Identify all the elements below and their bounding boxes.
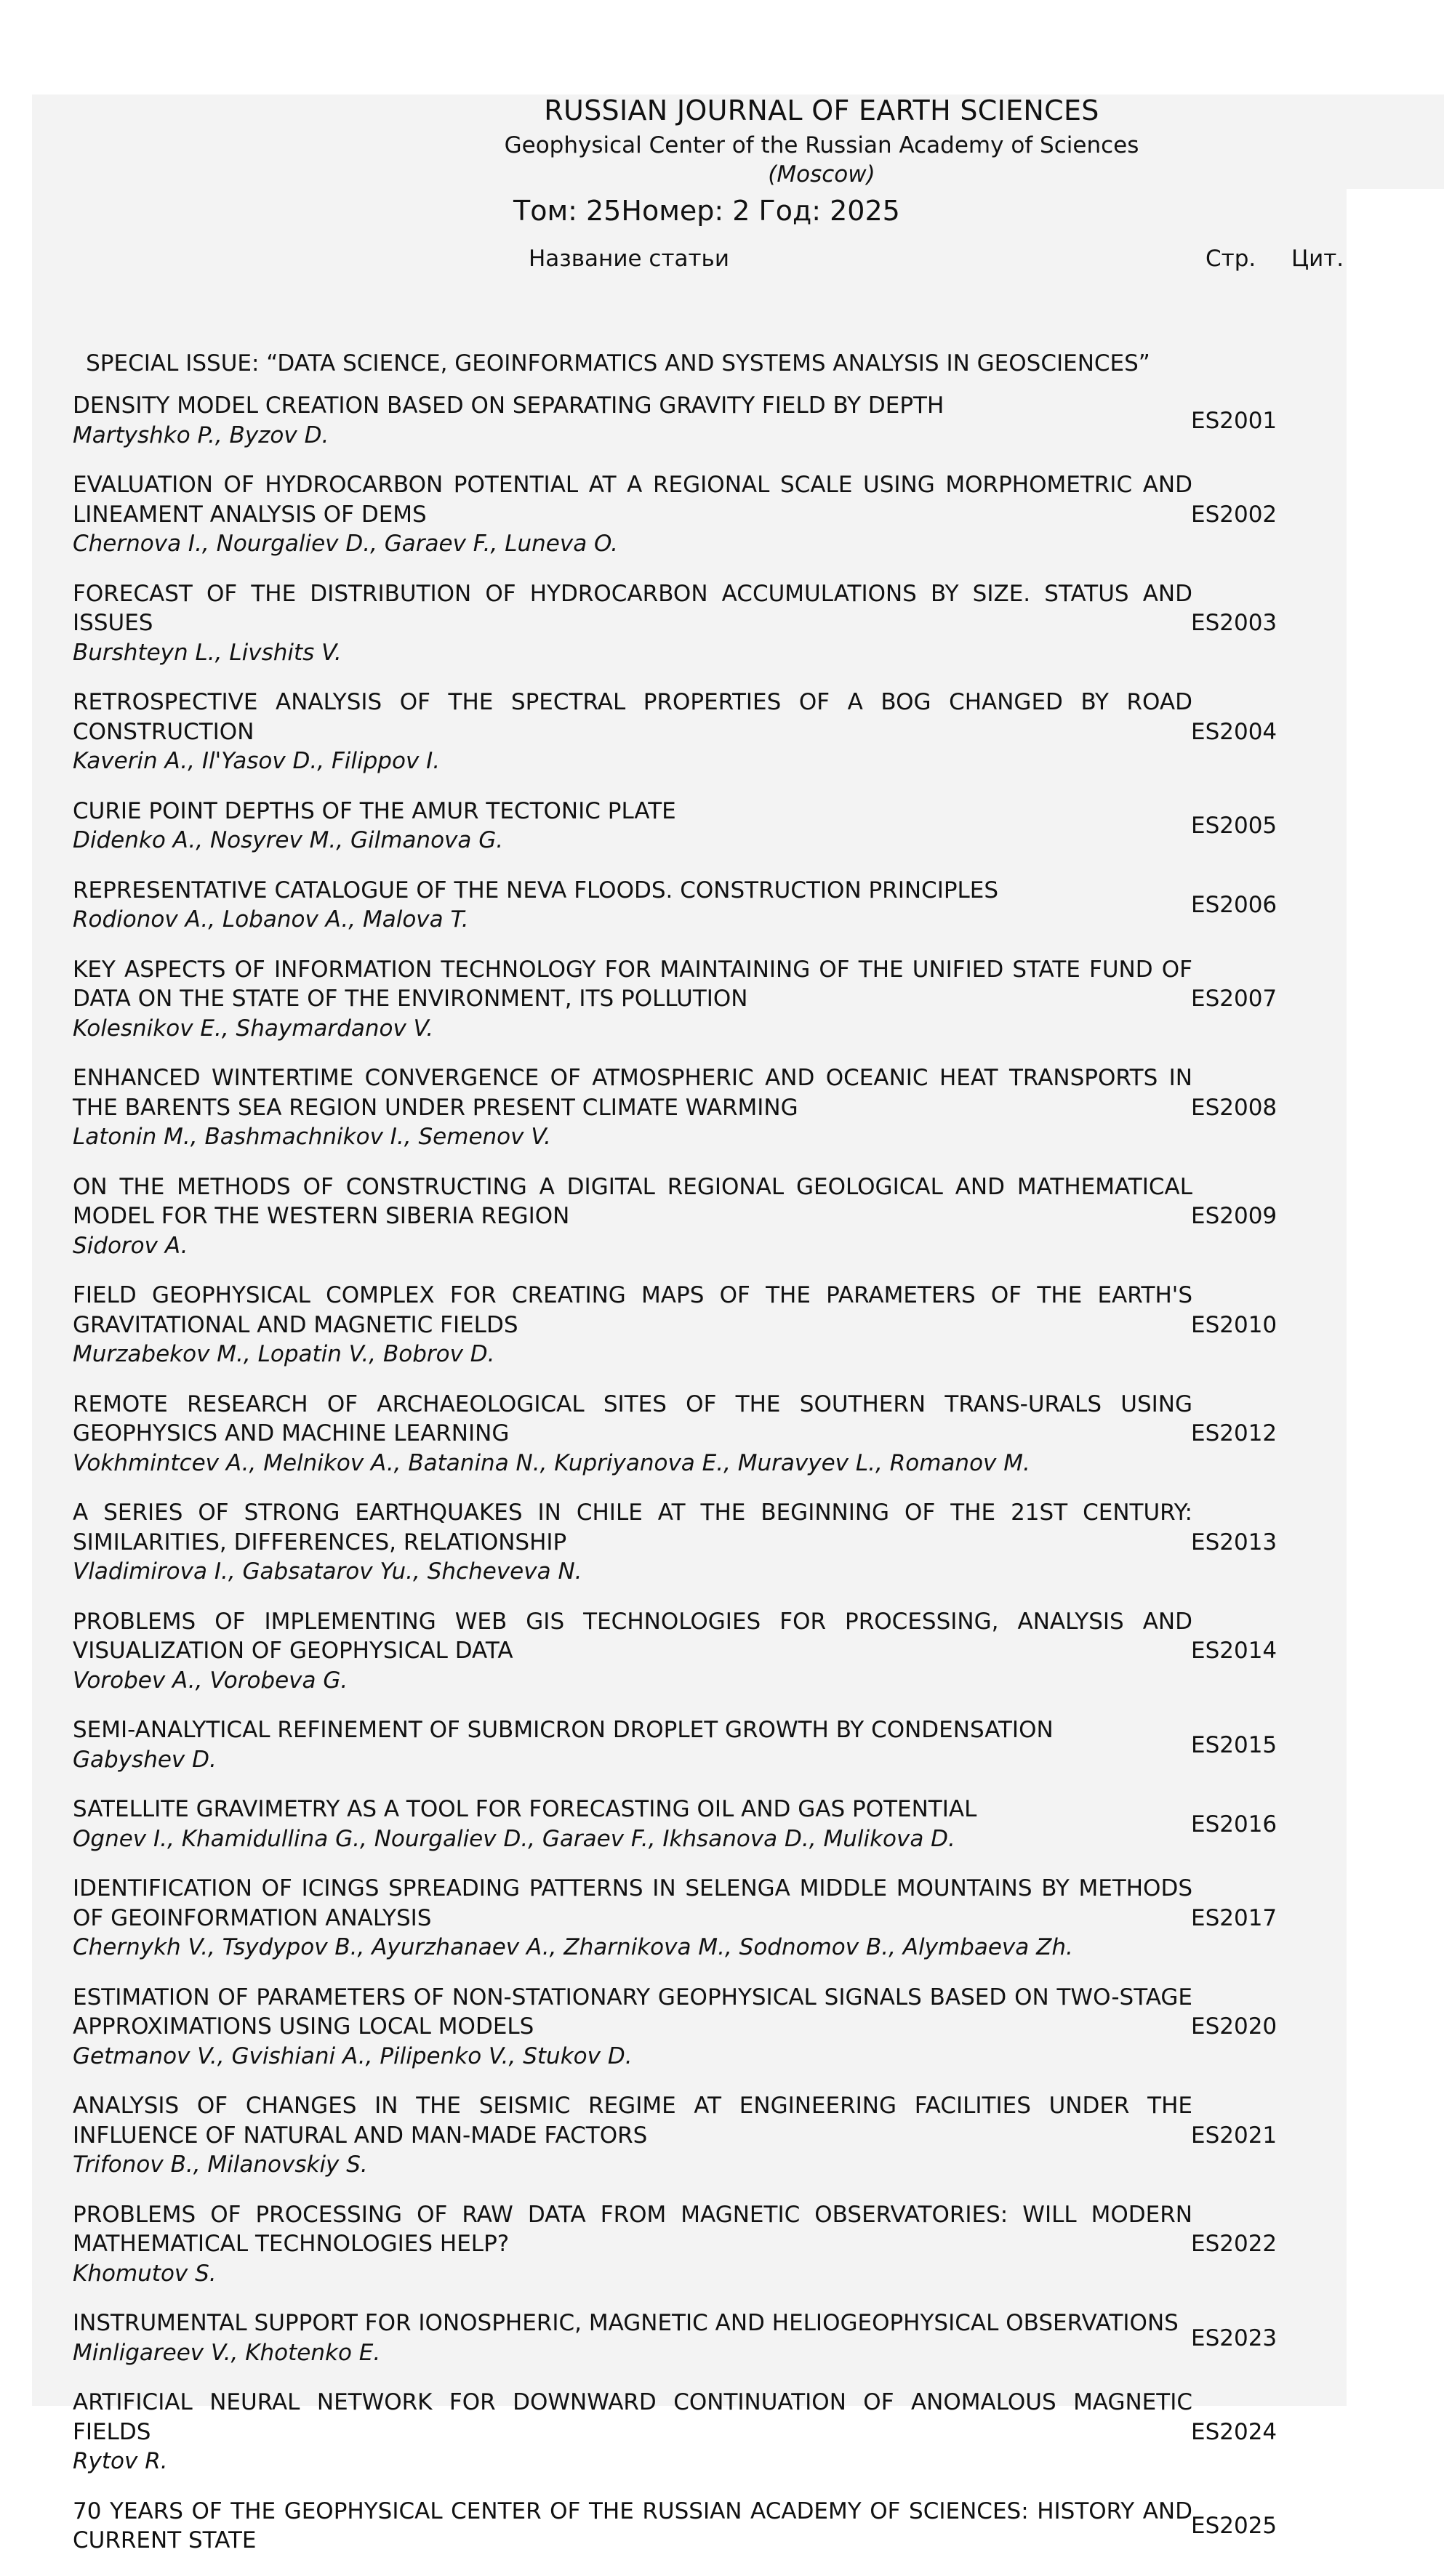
article-text — [73, 2200, 1192, 2289]
article-text — [73, 2497, 1192, 2556]
article-row — [73, 1795, 1396, 1853]
journal-title: RUSSIAN JOURNAL OF EARTH SCIENCES — [544, 94, 1099, 126]
article-authors: Latonin M., Bashmachnikov I., Semenov V. — [73, 1124, 551, 1150]
article-text — [73, 955, 1192, 1044]
article-text — [73, 1498, 1192, 1587]
article-text — [73, 688, 1192, 776]
article-text — [73, 470, 1192, 559]
article-title-link[interactable]: ESTIMATION OF PARAMETERS OF NON-STATIONARY GEOPHYSICAL SIGNALS BASED ON TWO-STAGE APPROXIMATIONS USING LOCAL MODELS — [73, 1984, 1192, 2040]
article-title-link[interactable]: FORECAST OF THE DISTRIBUTION OF HYDROCARBON ACCUMULATIONS BY SIZE. STATUS AND ISSUES — [73, 580, 1192, 636]
article-page: ES2003 — [1191, 610, 1277, 637]
article-text — [73, 1715, 1192, 1774]
article-page: ES2005 — [1191, 813, 1277, 839]
article-page: ES2023 — [1191, 2325, 1277, 2351]
article-authors: Ognev I., Khamidullina G., Nourgaliev D., Garaev F., Ikhsanova D., Mulikova D. — [73, 1825, 955, 1852]
article-text — [73, 1172, 1192, 1261]
article-page: ES2022 — [1191, 2231, 1277, 2258]
article-row — [73, 1172, 1396, 1261]
article-text — [73, 876, 1192, 935]
article-row — [73, 1063, 1396, 1152]
article-text — [73, 1281, 1192, 1369]
article-row — [73, 876, 1396, 935]
column-header-title: Название статьи — [529, 246, 729, 272]
article-text — [73, 2091, 1192, 2180]
article-row — [73, 1607, 1396, 1696]
article-row — [73, 391, 1396, 450]
article-list — [73, 391, 1396, 2576]
article-page: ES2008 — [1191, 1094, 1277, 1121]
article-page: ES2025 — [1191, 2513, 1277, 2539]
article-authors: Vorobev A., Vorobeva G. — [73, 1667, 348, 1694]
article-text — [73, 1063, 1192, 1152]
journal-publisher: Geophysical Center of the Russian Academy of Sciences — [504, 132, 1139, 158]
article-title-link[interactable]: INSTRUMENTAL SUPPORT FOR IONOSPHERIC, MAGNETIC AND HELIOGEOPHYSICAL OBSERVATIONS — [73, 2310, 1179, 2336]
article-row — [73, 470, 1396, 559]
article-row — [73, 1281, 1396, 1369]
article-row — [73, 688, 1396, 776]
article-page: ES2002 — [1191, 501, 1277, 528]
article-row — [73, 579, 1396, 668]
article-title-link[interactable]: REPRESENTATIVE CATALOGUE OF THE NEVA FLOODS. CONSTRUCTION PRINCIPLES — [73, 877, 999, 903]
article-text — [73, 2388, 1192, 2476]
article-text — [73, 1607, 1192, 1696]
article-authors: Vladimirova I., Gabsatarov Yu., Shcheveva N. — [73, 1558, 582, 1585]
article-title-link[interactable]: ON THE METHODS OF CONSTRUCTING A DIGITAL REGIONAL GEOLOGICAL AND MATHEMATICAL MODEL FOR THE WESTERN SIBERIA REGION — [73, 1173, 1192, 1229]
article-authors: Chernova I., Nourgaliev D., Garaev F., Luneva O. — [73, 531, 619, 557]
article-authors: Kaverin A., Il'Yasov D., Filippov I. — [73, 748, 441, 774]
volume-label: Том: 25 — [513, 195, 622, 227]
article-authors: Martyshko P., Byzov D. — [73, 422, 329, 448]
article-authors: Minligareev V., Khotenko E. — [73, 2339, 381, 2366]
article-page: ES2020 — [1191, 2013, 1277, 2040]
article-title-link[interactable]: SATELLITE GRAVIMETRY AS A TOOL FOR FORECASTING OIL AND GAS POTENTIAL — [73, 1796, 977, 1822]
article-authors: Kolesnikov E., Shaymardanov V. — [73, 1015, 434, 1042]
article-page: ES2004 — [1191, 718, 1277, 745]
article-title-link[interactable]: A SERIES OF STRONG EARTHQUAKES IN CHILE AT THE BEGINNING OF THE 21ST CENTURY: SIMILARITIES, DIFFERENCES, RELATIONSHIP — [73, 1500, 1192, 1555]
article-authors: Trifonov B., Milanovskiy S. — [73, 2152, 368, 2178]
article-title-link[interactable]: DENSITY MODEL CREATION BASED ON SEPARATING GRAVITY FIELD BY DEPTH — [73, 393, 944, 419]
article-row — [73, 1983, 1396, 2072]
article-text — [73, 2309, 1192, 2367]
article-page: ES2012 — [1191, 1420, 1277, 1447]
section-title: SPECIAL ISSUE: “DATA SCIENCE, GEOINFORMATICS AND SYSTEMS ANALYSIS IN GEOSCIENCES” — [86, 350, 1150, 377]
article-title-link[interactable]: KEY ASPECTS OF INFORMATION TECHNOLOGY FOR MAINTAINING OF THE UNIFIED STATE FUND OF DATA ON THE STATE OF THE ENVIRONMENT, ITS POLLUTION — [73, 956, 1192, 1012]
article-page: ES2016 — [1191, 1811, 1277, 1838]
article-page: ES2021 — [1191, 2122, 1277, 2149]
article-text — [73, 579, 1192, 668]
column-header-citations: Цит. — [1291, 246, 1344, 272]
article-text — [73, 1390, 1192, 1478]
article-title-link[interactable]: RETROSPECTIVE ANALYSIS OF THE SPECTRAL PROPERTIES OF A BOG CHANGED BY ROAD CONSTRUCTION — [73, 689, 1192, 745]
article-row — [73, 797, 1396, 856]
article-title-link[interactable]: PROBLEMS OF PROCESSING OF RAW DATA FROM MAGNETIC OBSERVATORIES: WILL MODERN MATHEMATICAL TECHNOLOGIES HELP? — [73, 2201, 1192, 2257]
article-authors: Khomutov S. — [73, 2260, 217, 2287]
journal-city: (Moscow) — [768, 161, 875, 188]
article-row — [73, 2497, 1396, 2556]
article-page: ES2024 — [1191, 2418, 1277, 2445]
article-title-link[interactable]: PROBLEMS OF IMPLEMENTING WEB GIS TECHNOLOGIES FOR PROCESSING, ANALYSIS AND VISUALIZATION OF GEOPHYSICAL DATA — [73, 1608, 1192, 1664]
article-row — [73, 1715, 1396, 1774]
article-authors: Vokhmintcev A., Melnikov A., Batanina N., Kupriyanova E., Muravyev L., Romanov M. — [73, 1449, 1030, 1476]
article-page: ES2001 — [1191, 407, 1277, 434]
article-text — [73, 391, 1192, 450]
year-label: Год: 2025 — [758, 195, 900, 227]
article-authors: Burshteyn L., Livshits V. — [73, 639, 342, 666]
article-title-link[interactable]: ANALYSIS OF CHANGES IN THE SEISMIC REGIME AT ENGINEERING FACILITIES UNDER THE INFLUENCE OF NATURAL AND MAN-MADE FACTORS — [73, 2093, 1192, 2149]
article-authors: Rodionov A., Lobanov A., Malova T. — [73, 906, 469, 933]
article-authors: Gabyshev D. — [73, 1746, 217, 1773]
article-title-link[interactable]: ARTIFICIAL NEURAL NETWORK FOR DOWNWARD CONTINUATION OF ANOMALOUS MAGNETIC FIELDS — [73, 2389, 1192, 2445]
article-row — [73, 1874, 1396, 1963]
article-title-link[interactable]: CURIE POINT DEPTHS OF THE AMUR TECTONIC PLATE — [73, 797, 676, 824]
article-title-link[interactable]: IDENTIFICATION OF ICINGS SPREADING PATTERNS IN SELENGA MIDDLE MOUNTAINS BY METHODS OF GEOINFORMATION ANALYSIS — [73, 1875, 1192, 1931]
article-page: ES2017 — [1191, 1904, 1277, 1931]
article-authors: Chernykh V., Tsydypov B., Ayurzhanaev A., Zharnikova M., Sodnomov B., Alymbaeva Zh. — [73, 1934, 1073, 1960]
article-authors: Getmanov V., Gvishiani A., Pilipenko V., Stukov D. — [73, 2042, 633, 2069]
article-row — [73, 1390, 1396, 1478]
article-page: ES2015 — [1191, 1731, 1277, 1758]
article-text — [73, 1874, 1192, 1963]
issue-info — [513, 195, 900, 227]
article-page: ES2006 — [1191, 892, 1277, 918]
article-authors: Rytov R. — [73, 2448, 168, 2474]
article-title-link[interactable]: REMOTE RESEARCH OF ARCHAEOLOGICAL SITES OF THE SOUTHERN TRANS-URALS USING GEOPHYSICS AND MACHINE LEARNING — [73, 1390, 1192, 1446]
article-authors: Murzabekov M., Lopatin V., Bobrov D. — [73, 1341, 495, 1367]
article-authors: Didenko A., Nosyrev M., Gilmanova G. — [73, 827, 504, 853]
article-title-link[interactable]: 70 YEARS OF THE GEOPHYSICAL CENTER OF THE RUSSIAN ACADEMY OF SCIENCES: HISTORY AND CURRENT STATE — [73, 2497, 1192, 2553]
article-row — [73, 2091, 1396, 2180]
article-title-link[interactable]: FIELD GEOPHYSICAL COMPLEX FOR CREATING MAPS OF THE PARAMETERS OF THE EARTH'S GRAVITATIONAL AND MAGNETIC FIELDS — [73, 1282, 1192, 1338]
article-title-link[interactable]: EVALUATION OF HYDROCARBON POTENTIAL AT A REGIONAL SCALE USING MORPHOMETRIC AND LINEAMENT ANALYSIS OF DEMS — [73, 472, 1192, 528]
article-row — [73, 2388, 1396, 2476]
article-row — [73, 2200, 1396, 2289]
article-title-link[interactable]: ENHANCED WINTERTIME CONVERGENCE OF ATMOSPHERIC AND OCEANIC HEAT TRANSPORTS IN THE BARENTS SEA REGION UNDER PRESENT CLIMATE WARMING — [73, 1065, 1192, 1121]
article-text — [73, 797, 1192, 856]
article-row — [73, 2309, 1396, 2367]
article-row — [73, 955, 1396, 1044]
article-authors: Sidorov A. — [73, 1232, 188, 1259]
article-page: ES2014 — [1191, 1638, 1277, 1665]
article-page: ES2009 — [1191, 1203, 1277, 1230]
number-label: Номер: 2 — [621, 195, 750, 227]
article-page: ES2010 — [1191, 1311, 1277, 1338]
article-text — [73, 1795, 1192, 1853]
article-page: ES2007 — [1191, 986, 1277, 1013]
article-title-link[interactable]: SEMI-ANALYTICAL REFINEMENT OF SUBMICRON DROPLET GROWTH BY CONDENSATION — [73, 1717, 1054, 1743]
article-text — [73, 1983, 1192, 2072]
article-page: ES2013 — [1191, 1529, 1277, 1555]
column-header-page: Стр. — [1206, 246, 1256, 272]
article-row — [73, 1498, 1396, 1587]
